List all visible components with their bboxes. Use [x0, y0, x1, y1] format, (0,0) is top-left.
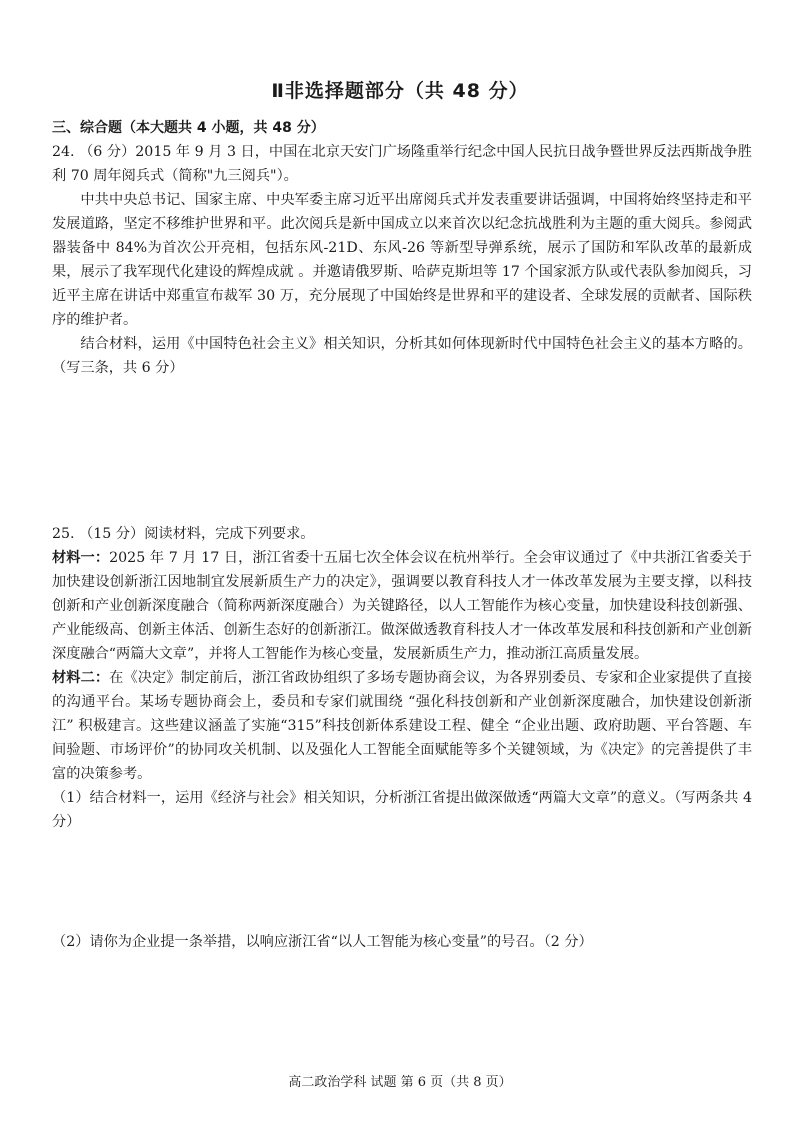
material2-label: 材料二： — [52, 670, 110, 686]
q24-intro: 24. （6 分）2015 年 9 月 3 日，中国在北京天安门广场隆重举行纪念中国人民抗日战争暨世界反法西斯战争胜利 70 周年阅兵式（简称"九三阅兵"）。 — [52, 144, 752, 184]
q25-material1 — [52, 546, 752, 666]
material1-text: 2025 年 7 月 17 日，浙江省委十五届七次全体会议在杭州举行。全会审议通过了《中共浙江省委关于加快建设创新浙江因地制宜发展新质生产力的决定》，强调要以教育科技人才一体改革发展为主要支撑，以科技创新和产业创新深度融合（简称两新深度融合）为关键路径，以人工智能作为核心变量，加快建设科技创新强、产业能级高、创新主体活、创新生态好的创新浙江。做深做透教育科技人才一体改革发展和科技创新和产业创新深度融合“两篇大文章”，并将人工智能作为核心变量，发展新质生产力，推动浙江高质量发展。 — [52, 550, 752, 662]
q25-sub1: （1）结合材料一，运用《经济与社会》相关知识，分析浙江省提出做深做透“两篇大文章”的意义。（写两条共 4 分） — [52, 790, 752, 830]
material2-text: 在《决定》制定前后，浙江省政协组织了多场专题协商会议，为各界别委员、专家和企业家提供了直接的沟通平台。某场专题协商会上，委员和专家们就围绕 “强化科技创新和产业创新深度融合，加快建设创新浙江” 积极建言。这些建议涵盖了实施“315”科技创新体系建设工程、健全 “企业出题、政府助题、平台答题、车间验题、市场评价”的协同攻关机制、以及强化人工智能全面赋能等多个关键领域，为《决定》的完善提供了丰富的决策参考。 — [52, 670, 752, 782]
q25-intro: 25. （15 分）阅读材料，完成下列要求。 — [52, 526, 315, 542]
q25-sub2: （2）请你为企业提一条举措，以响应浙江省“以人工智能为核心变量”的号召。（2 分） — [52, 934, 593, 950]
page-content — [52, 116, 752, 954]
q24-answer-space — [52, 380, 752, 522]
page-footer: 高二政治学科 试题 第 6 页（共 8 页） — [288, 1075, 512, 1090]
material1-label: 材料一： — [52, 550, 110, 566]
q24-material: 中共中央总书记、国家主席、中央军委主席习近平出席阅兵式并发表重要讲话强调，中国将始终坚持走和平发展道路，坚定不移维护世界和平。此次阅兵是新中国成立以来首次以纪念抗战胜利为主题的重大阅兵。参阅武器装备中 84%为首次公开亮相，包括东风-21D、东风-26 等新型导弹系统，展示了国防和军队改革的最新成果，展示了我军现代化建设的辉煌成就 。并邀请俄罗斯、哈萨克斯坦等 17 个国家派方队或代表队参加阅兵，习近平主席在讲话中郑重宣布裁军 30 万，充分展现了中国始终是世界和平的建设者、全球发展的贡献者、国际秩序的维护者。 — [52, 192, 752, 328]
q24-question: 结合材料，运用《中国特色社会主义》相关知识，分析其如何体现新时代中国特色社会主义的基本方略的。（写三条，共 6 分） — [52, 336, 752, 376]
q25-sub1-answer-space — [52, 834, 752, 930]
page-title: Ⅱ非选择题部分（共 48 分） — [271, 80, 529, 102]
section-heading: 三、综合题（本大题共 4 小题，共 48 分） — [52, 120, 325, 136]
q25-material2 — [52, 666, 752, 786]
